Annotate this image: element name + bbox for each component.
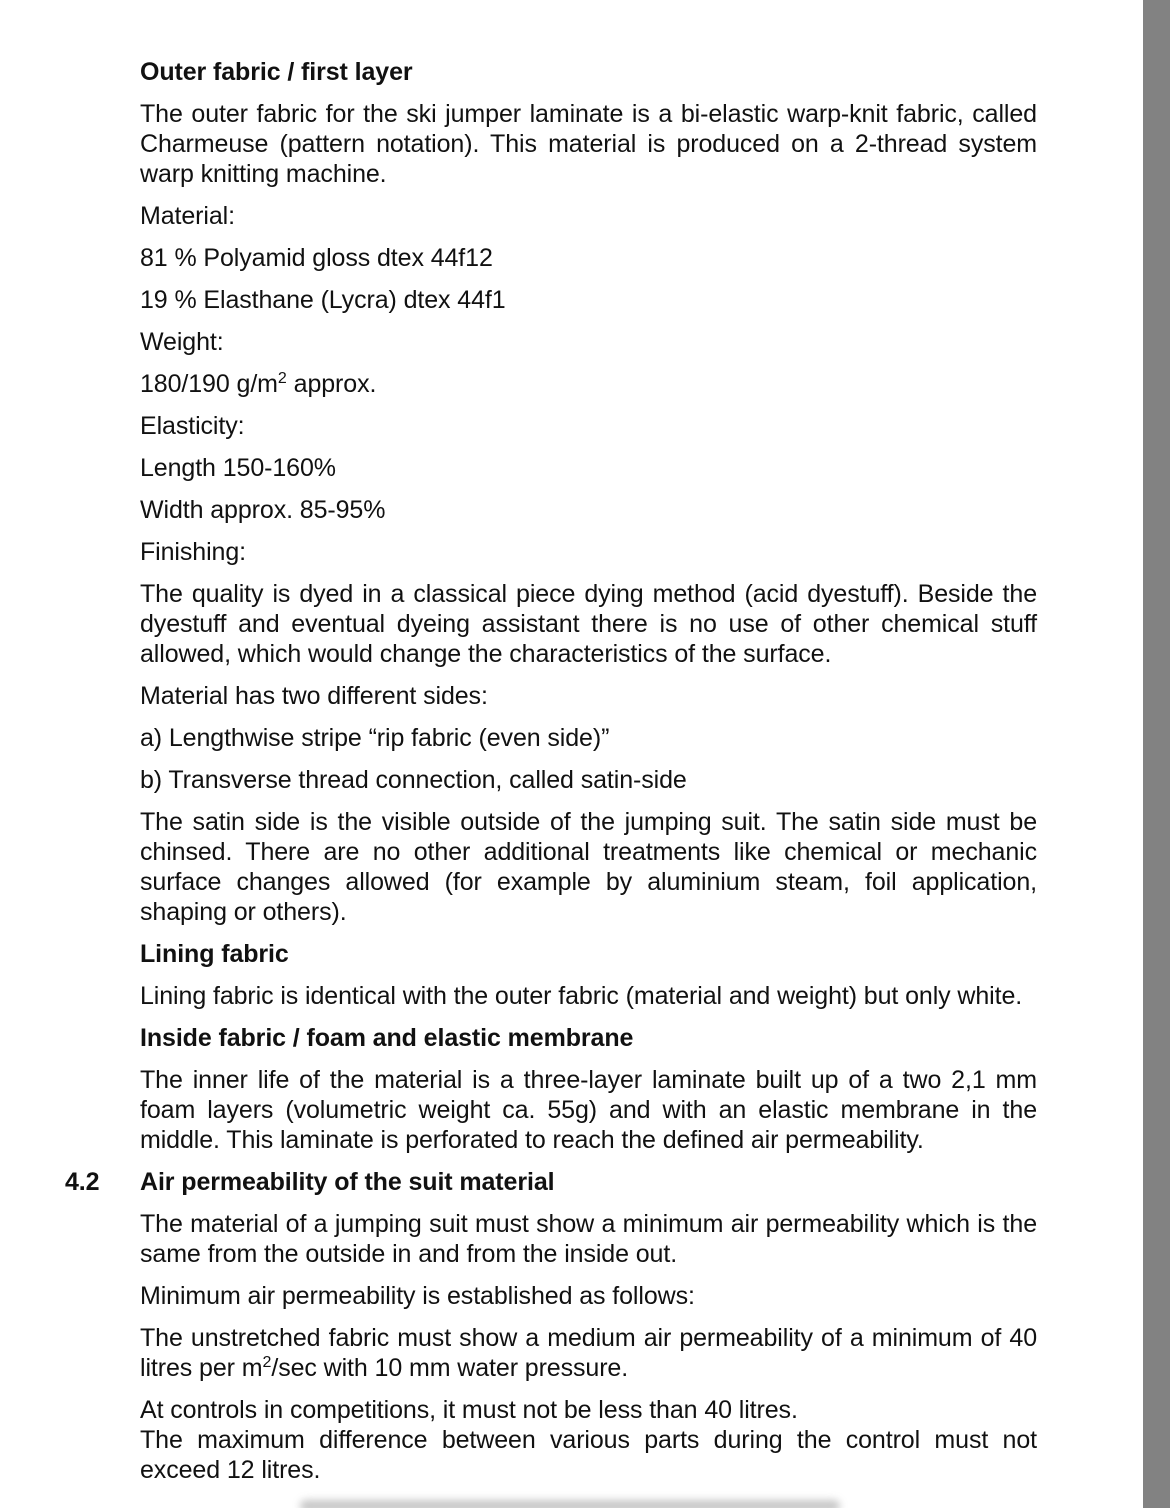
line-side-a: a) Lengthwise stripe “rip fabric (even side)” — [140, 724, 610, 752]
paragraph-outer-fabric: The outer fabric for the ski jumper laminate is a bi-elastic warp-knit fabric, called Charmeuse (pattern notation). This material is produced on a 2-thread system warp knitting machine. — [140, 100, 1037, 188]
section-heading-outer-fabric: Outer fabric / first layer — [140, 58, 413, 86]
line-weight-value — [140, 369, 1037, 399]
section-number-4-2: 4.2 — [65, 1168, 100, 1196]
line-side-b: b) Transverse thread connection, called satin-side — [140, 766, 687, 794]
weight-value-suffix: approx. — [286, 370, 377, 398]
weight-value-text: 180/190 g/m — [140, 370, 278, 398]
unstretched-text: The unstretched fabric must show a medium air permeability of a minimum of 40 litres per m — [140, 1324, 1037, 1382]
label-elasticity: Elasticity: — [140, 412, 245, 440]
line-two-sides: Material has two different sides: — [140, 682, 488, 710]
paragraph-controls — [140, 1395, 1037, 1485]
line-polyamid: 81 % Polyamid gloss dtex 44f12 — [140, 244, 493, 272]
paragraph-lining-fabric: Lining fabric is identical with the outer fabric (material and weight) but only white. — [140, 982, 1023, 1010]
label-weight: Weight: — [140, 328, 224, 356]
controls-line-1: At controls in competitions, it must not be less than 40 litres. — [140, 1396, 798, 1424]
paragraph-inner-life: The inner life of the material is a three-layer laminate built up of a two 2,1 mm foam layers (volumetric weight ca. 55g) and with an elastic membrane in the middle. This laminate is perforated to reach the defined air permeability. — [140, 1066, 1037, 1154]
section-heading-inside-fabric: Inside fabric / foam and elastic membrane — [140, 1024, 634, 1052]
paragraph-unstretched-fabric — [140, 1323, 1037, 1383]
paragraph-quality-dyed: The quality is dyed in a classical piece dying method (acid dyestuff). Beside the dyestuff and eventual dyeing assistant there is no use of other chemical stuff allowed, which would change the characteristics of the surface. — [140, 580, 1037, 668]
unstretched-superscript: 2 — [262, 1354, 272, 1371]
section-heading-air-permeability-text: Air permeability of the suit material — [140, 1168, 555, 1196]
weight-superscript: 2 — [277, 370, 287, 387]
line-elasthane: 19 % Elasthane (Lycra) dtex 44f1 — [140, 286, 506, 314]
line-air-established: Minimum air permeability is established as follows: — [140, 1282, 695, 1310]
label-finishing: Finishing: — [140, 538, 246, 566]
line-elasticity-width: Width approx. 85-95% — [140, 496, 386, 524]
document-text-column — [65, 57, 1037, 1497]
unstretched-text-suffix: /sec with 10 mm water pressure. — [271, 1354, 629, 1382]
section-heading-air-permeability — [65, 1167, 1037, 1197]
viewer-background-gutter — [1143, 0, 1170, 1508]
controls-line-2: The maximum difference between various parts during the control must not exceed 12 litres. — [140, 1426, 1037, 1484]
next-page-content-peek — [300, 1500, 840, 1508]
paragraph-air-minimum: The material of a jumping suit must show a minimum air permeability which is the same from the outside in and from the inside out. — [140, 1210, 1037, 1268]
section-heading-lining-fabric: Lining fabric — [140, 940, 289, 968]
label-material: Material: — [140, 202, 235, 230]
paragraph-satin-side: The satin side is the visible outside of the jumping suit. The satin side must be chinsed. There are no other additional treatments like chemical or mechanic surface changes allowed (for example by aluminium steam, foil application, shaping or others). — [140, 808, 1037, 926]
line-elasticity-length: Length 150-160% — [140, 454, 336, 482]
